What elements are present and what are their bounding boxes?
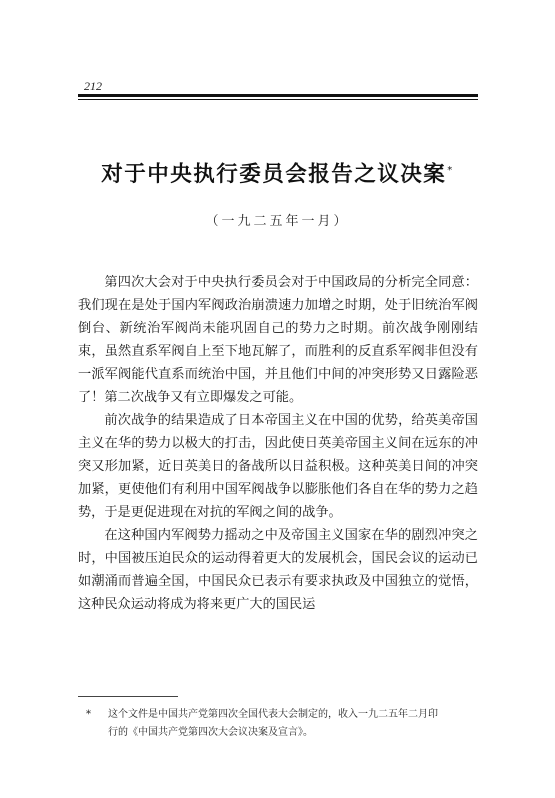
footnote-rule [78, 696, 178, 697]
header-rule-thick [78, 94, 478, 97]
footnote-line-2: 行的《中国共产党第四次大会议决案及宣言》。 [108, 727, 313, 738]
body-text [78, 271, 478, 616]
paragraph: 第四次大会对于中央执行委员会对于中国政局的分析完全同意：我们现在是处于国内军阀政治崩溃速力加增之时期，处于旧统治军阀倒台、新统治军阀尚未能巩固自己的势力之时期。前次战争刚刚结束，虽然直系军阀自上至下地瓦解了，而胜利的反直系军阀非但没有一派军阀能代直系而统治中国，并且他们中间的冲突形势又日露险恶了！第二次战争又有立即爆发之可能。 [78, 275, 478, 405]
title-footnote-mark: * [447, 164, 454, 176]
page-number: 212 [84, 79, 102, 93]
document-date: （一九二五年一月） [205, 214, 350, 229]
footnote-mark: * [86, 709, 91, 720]
paragraph: 在这种国内军阀势力摇动之中及帝国主义国家在华的剧烈冲突之时，中国被压迫民众的运动得着更大的发展机会，国民会议的运动已如潮涌而普遍全国，中国民众已表示有要求执政及中国独立的觉悟，这种民众运动将成为将来更广大的国民运 [78, 528, 478, 612]
header-rule-thin [78, 99, 478, 100]
document-title [0, 157, 555, 188]
footnote-line-1: 这个文件是中国共产党第四次全国代表大会制定的，收入一九二五年二月印 [108, 709, 438, 720]
footnote [86, 706, 478, 742]
title-text: 对于中央执行委员会报告之议决案 [101, 162, 447, 187]
paragraph: 前次战争的结果造成了日本帝国主义在中国的优势，给英美帝国主义在华的势力以极大的打击，因此使日英美帝国主义间在远东的冲突又形加紧，近日英美日的备战所以日益积极。这种英美日间的冲突加紧，更使他们有利用中国军阀战争以膨胀他们各自在华的势力之趋势，于是更促进现在对抗的军阀之间的战争。 [78, 413, 478, 520]
